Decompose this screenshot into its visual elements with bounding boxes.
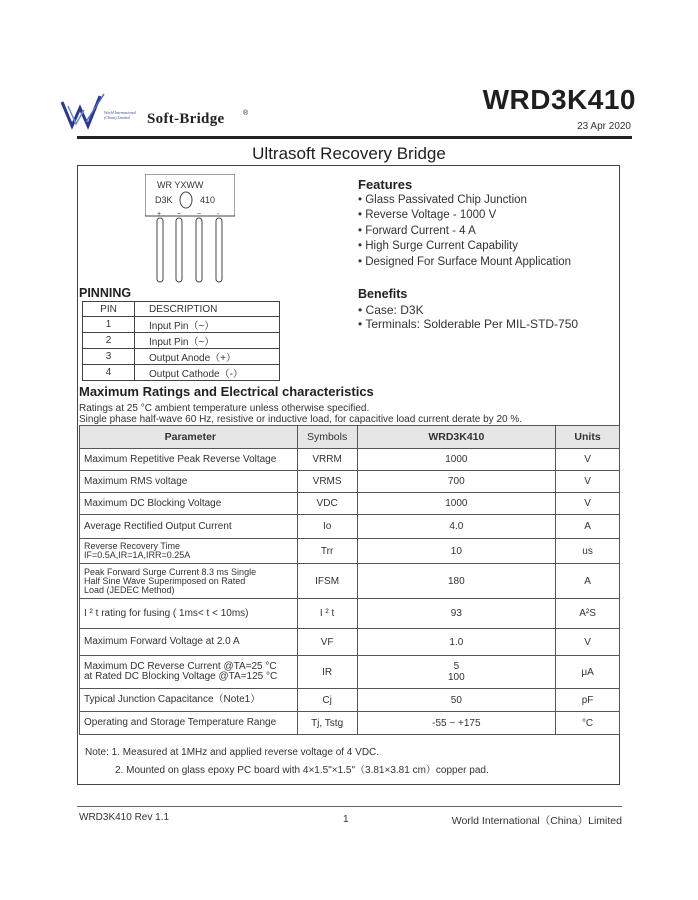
symbol-cell: VRRM (297, 449, 357, 471)
benefits-list (358, 303, 578, 331)
symbol-cell: VDC (297, 493, 357, 515)
parameter-cell: Maximum Forward Voltage at 2.0 A (80, 629, 298, 656)
parameter-cell: Average Rectified Output Current (80, 515, 298, 539)
document-subtitle: Ultrasoft Recovery Bridge (252, 144, 446, 163)
value-cell: 93 (357, 599, 556, 629)
unit-cell: us (556, 539, 620, 564)
unit-column-header: Units (556, 426, 620, 449)
table-row (80, 689, 620, 712)
ratings-heading: Maximum Ratings and Electrical characteristics (79, 384, 374, 399)
parameter-cell: Maximum DC Blocking Voltage (80, 493, 298, 515)
pinning-header-row (83, 302, 280, 317)
parameter-line: Half Sine Wave Superimposed on Rated (84, 575, 246, 586)
footer-company: World International（China）Limited (451, 815, 622, 827)
package-marking-d3k: D3K (155, 195, 173, 205)
features-heading: Features (358, 177, 413, 192)
features-list (358, 193, 571, 270)
pin-mark-2: ~ (177, 211, 182, 218)
symbol-cell: Tj, Tstg (297, 712, 357, 735)
feature-item: • High Surge Current Capability (358, 239, 571, 254)
table-row (80, 656, 620, 689)
symbol-cell: Cj (297, 689, 357, 712)
pin-description: Input Pin（~） (135, 317, 280, 333)
note-1: Note: 1. Measured at 1MHz and applied reverse voltage of 4 VDC. (85, 747, 380, 758)
parameter-line: Load (JEDEC Method) (84, 584, 175, 595)
unit-cell: A²S (556, 599, 620, 629)
value-line: 100 (448, 672, 465, 683)
table-notes (85, 744, 489, 780)
pinning-table (82, 301, 280, 381)
parameter-line: at Rated DC Blocking Voltage @TA=125 °C (84, 671, 278, 682)
pin-number: 1 (83, 317, 135, 333)
pin-description: Output Cathode（-） (135, 365, 280, 381)
value-cell: 50 (357, 689, 556, 712)
unit-cell: pF (556, 689, 620, 712)
unit-cell: V (556, 493, 620, 515)
ratings-note-load: Single phase half-wave 60 Hz, resistive or inductive load, for capacitive load current derate by 20 %. (79, 414, 523, 425)
pinning-heading: PINNING (79, 286, 132, 300)
parameter-line: Reverse Recovery Time (84, 541, 181, 551)
parameter-cell (80, 564, 298, 599)
logo-small-text: World International (China) Limited (104, 110, 136, 120)
value-cell: 1000 (357, 449, 556, 471)
table-row (83, 349, 280, 365)
pin-mark-3: ~ (197, 211, 202, 218)
table-row (80, 599, 620, 629)
table-row (80, 471, 620, 493)
value-cell: 180 (357, 564, 556, 599)
benefit-item: • Case: D3K (358, 303, 578, 317)
symbol-cell: IR (297, 656, 357, 689)
symbol-cell: I ² t (297, 599, 357, 629)
symbol-column-header: Symbols (297, 426, 357, 449)
table-row (80, 449, 620, 471)
value-column-header: WRD3K410 (357, 426, 556, 449)
package-drawing (145, 174, 235, 284)
benefit-item: • Terminals: Solderable Per MIL-STD-750 (358, 317, 578, 331)
parameter-cell (80, 539, 298, 564)
feature-item: • Designed For Surface Mount Application (358, 255, 571, 270)
table-row (80, 493, 620, 515)
document-date: 23 Apr 2020 (577, 121, 631, 132)
page-number: 1 (343, 814, 349, 825)
pin-mark-1: + (157, 211, 162, 218)
table-row (80, 629, 620, 656)
symbol-cell: VRMS (297, 471, 357, 493)
ratings-note-conditions: Ratings at 25 °C ambient temperature unless otherwise specified. (79, 403, 370, 414)
table-row (80, 564, 620, 599)
value-cell (357, 656, 556, 689)
brand-name: Soft-Bridge (147, 111, 225, 127)
feature-item: • Forward Current - 4 A (358, 224, 571, 239)
unit-cell: °C (556, 712, 620, 735)
table-row (83, 333, 280, 349)
value-cell: -55 ~ +175 (357, 712, 556, 735)
parameter-line: IF=0.5A,IR=1A,IRR=0.25A (84, 550, 191, 560)
parameter-cell: Maximum RMS voltage (80, 471, 298, 493)
parameter-cell (80, 656, 298, 689)
pin-number: 3 (83, 349, 135, 365)
parameter-column-header: Parameter (80, 426, 298, 449)
value-cell: 700 (357, 471, 556, 493)
parameter-cell: Maximum Repetitive Peak Reverse Voltage (80, 449, 298, 471)
unit-cell: V (556, 449, 620, 471)
feature-item: • Glass Passivated Chip Junction (358, 193, 571, 208)
header-divider (77, 136, 632, 139)
package-leads (157, 218, 222, 282)
table-row (80, 539, 620, 564)
unit-cell: A (556, 564, 620, 599)
pin-number: 4 (83, 365, 135, 381)
note-2: 2. Mounted on glass epoxy PC board with 4×1.5"×1.5"（3.81×3.81 cm）copper pad. (115, 765, 489, 776)
package-marking-line1: WR YXWW (157, 180, 204, 190)
pin-number: 2 (83, 333, 135, 349)
pin-column-header: PIN (83, 302, 135, 317)
unit-cell: A (556, 515, 620, 539)
footer-divider (77, 806, 622, 807)
value-cell: 4.0 (357, 515, 556, 539)
part-number-title: WRD3K410 (482, 84, 636, 115)
value-cell: 10 (357, 539, 556, 564)
unit-cell: V (556, 629, 620, 656)
parameter-cell: I ² t rating for fusing ( 1ms< t < 10ms) (80, 599, 298, 629)
value-cell: 1.0 (357, 629, 556, 656)
symbol-cell: IFSM (297, 564, 357, 599)
benefits-heading: Benefits (358, 287, 408, 301)
unit-cell: V (556, 471, 620, 493)
parameter-cell: Operating and Storage Temperature Range (80, 712, 298, 735)
pin-description: Input Pin（~） (135, 333, 280, 349)
parameter-line: Maximum DC Reverse Current @TA=25 °C (84, 661, 277, 672)
symbol-cell: Trr (297, 539, 357, 564)
symbol-cell: Io (297, 515, 357, 539)
table-row (80, 712, 620, 735)
ratings-header-row (80, 426, 620, 449)
footer-revision: WRD3K410 Rev 1.1 (79, 812, 170, 823)
table-row (83, 317, 280, 333)
table-row (80, 515, 620, 539)
ratings-table (79, 425, 620, 735)
unit-cell: μA (556, 656, 620, 689)
parameter-cell: Typical Junction Capacitance（Note1） (80, 689, 298, 712)
value-line: 5 (453, 661, 460, 672)
symbol-cell: VF (297, 629, 357, 656)
value-cell: 1000 (357, 493, 556, 515)
feature-item: • Reverse Voltage - 1000 V (358, 208, 571, 223)
pin-description: Output Anode（+） (135, 349, 280, 365)
description-column-header: DESCRIPTION (135, 302, 280, 317)
pin-mark-4: - (217, 211, 220, 218)
package-marking-410: 410 (200, 195, 216, 205)
table-row (83, 365, 280, 381)
parameter-line: Peak Forward Surge Current 8.3 ms Single (84, 566, 257, 577)
registered-mark: ® (243, 110, 249, 117)
